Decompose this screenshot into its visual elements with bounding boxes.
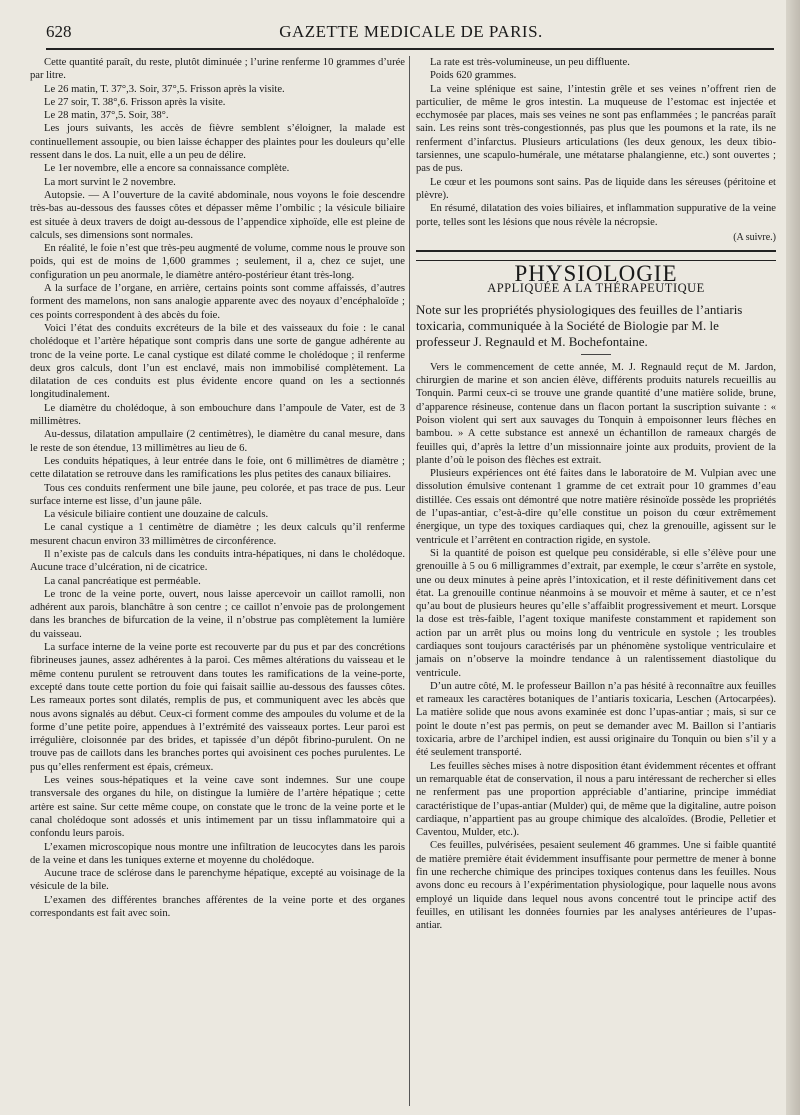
paragraph: La veine splénique est saine, l’intestin grêle et ses veines n’offrent rien de particulier, de même le gros intestin. La muqueuse de l’estomac est injectée et ecchymosée par places, mais ses veines ne sont pas enflammées ; le pancréas paraît sain. Les reins sont très-congestionnés, pas plus que les poumons et la rate, ils ne renferment d’infarctus. Plusieurs articulations (les deux genoux, les deux tibio-tarsiennes, une scapulo-humérale, une métatarse phalangienne, etc.) sont ouvertes ; pas de pus. bbox=[416, 83, 776, 175]
right-column-article-text bbox=[416, 361, 776, 933]
paragraph: La rate est très-volumineuse, un peu diffluente. bbox=[430, 57, 630, 68]
paragraph: En réalité, le foie n’est que très-peu augmenté de volume, comme nous le prouve son poids, qui est de moins de 1,600 grammes ; seulement, il a, chez ce sujet, une configuration un peu anormale, le diamètre antéro-postérieur étant très-long. bbox=[30, 243, 405, 281]
paragraph: Tous ces conduits renferment une bile jaune, peu colorée, et pas trace de pus. Leur surface interne est lisse, d’un jaune pâle. bbox=[30, 482, 405, 507]
paragraph: Le tronc de la veine porte, ouvert, nous laisse apercevoir un caillot ramolli, non adhérent aux parois, blanchâtre à son centre ; ce caillot n’envoie pas de prolongement dans les branches de bifurcation de la veine, il n’obstrue pas complètement la lumière du vaisseau. bbox=[30, 588, 405, 640]
section-title: PHYSIOLOGIE bbox=[514, 261, 678, 287]
paragraph: Au-dessus, dilatation ampullaire (2 centimètres), le diamètre du canal mesure, dans le reste de son étendue, 13 millimètres au lieu de 6. bbox=[30, 429, 405, 454]
journal-title: GAZETTE MEDICALE DE PARIS. bbox=[279, 22, 543, 41]
paragraph: Aucune trace de sclérose dans le parenchyme hépatique, excepté au voisinage de la vésicule de la bile. bbox=[30, 868, 405, 893]
paragraph: En résumé, dilatation des voies biliaires, et inflammation suppurative de la veine porte, telles sont les lésions que nous révèle la nécropsie. bbox=[416, 203, 776, 228]
paragraph: Le 26 matin, T. 37°,3. Soir, 37°,5. Frisson après la visite. bbox=[44, 83, 285, 95]
paragraph: Le 1er novembre, elle a encore sa connaissance complète. bbox=[44, 163, 290, 175]
paragraph: A la surface de l’organe, en arrière, certains points sont comme affaissés, d’autres forment des mamelons, non sans analogie apparente avec des noyaux d’encéphaloïde ; ces points correspondent à des abcès du foie. bbox=[30, 283, 405, 321]
column-divider bbox=[409, 56, 410, 1106]
paragraph: Poids 620 grammes. bbox=[430, 70, 517, 82]
paragraph: Autopsie. — A l’ouverture de la cavité abdominale, nous voyons le foie descendre très-bas au-dessous des fausses côtes et dépasser même l’ombilic ; la vésicule biliaire est située à deux travers de doigt au-dessous de l’appendice xiphoïde, elle est pleine de calculs, ses dimensions sont normales. bbox=[30, 189, 405, 241]
page-header bbox=[46, 22, 776, 44]
paragraph: Le cœur et les poumons sont sains. Pas de liquide dans les séreuses (péritoine et plèvre). bbox=[416, 176, 776, 201]
paragraph: Le canal cystique a 1 centimètre de diamètre ; les deux calculs qu’il renferme mesurent chacun environ 33 millimètres de circonférence. bbox=[30, 522, 405, 547]
left-column bbox=[30, 56, 405, 920]
title-separator bbox=[581, 354, 611, 355]
paragraph: La mort survint le 2 novembre. bbox=[44, 176, 176, 188]
page-edge-shadow bbox=[786, 0, 800, 1115]
paragraph: Les veines sous-hépatiques et la veine cave sont indemnes. Sur une coupe transversale des organes du hile, on distingue la lumière de l’artère hépatique ; cette artère est saine. Sur cette même coupe, on constate que le tronc de la veine porte et le canal cholédoque sont adossés et unis intimement par un tissu inflammatoire qui a confondu leurs parois. bbox=[30, 775, 405, 840]
paragraph: Plusieurs expériences ont été faites dans le laboratoire de M. Vulpian avec une dissolution émulsive contenant 1 gramme de cet extrait pour 10 grammes d’eau distillée. Ces essais ont démontré que notre matière résinoïde possède les propriétés de l’upas-antiar, c’est-à-dire qu’elle constitue un poison du cœur extrêmement énergique, un type des toxiques cardiaques qui, chez la grenouille, agissent sur le ventricule et l’arrêtent en contraction rigide, en systole. bbox=[416, 468, 776, 546]
paragraph: Vers le commencement de cette année, M. J. Regnauld reçut de M. Jardon, chirurgien de marine et son ancien élève, différents produits naturels recueillis au Tonquin. Parmi ceux-ci se trouve une grande quantité d’une matière solide, brune, d’apparence résineuse, contenue dans un flacon portant la suscription suivante : « Poison violent qui sert aux sauvages du Tonquin à empoisonner leurs flèches en bambou. » A cette substance est annexé un échantillon de rameaux chargés de feuilles qui, d’après la lettre d’un missionnaire jointe aux produits, provient de la plante d’où le poison des flèches est extrait. bbox=[416, 361, 776, 466]
right-column bbox=[416, 56, 776, 933]
paragraph: Les jours suivants, les accès de fièvre semblent s’éloigner, la malade est continuellement assoupie, ou bien laisse échapper des plaintes pour les douleurs qu’elle ressent dans le dos. La nuit, elle a un peu de délire. bbox=[30, 123, 405, 162]
page-number: 628 bbox=[46, 22, 72, 41]
section-rule bbox=[416, 250, 776, 252]
paragraph: Les feuilles sèches mises à notre disposition étant évidemment récentes et offrant un remarquable état de conservation, il nous a paru intéressant de rechercher si elles ne renferment pas une proportion appréciable d’antiarine, principe immédiat caractéristique de l’upas-antiar (Mulder) qui, de même que la digitaline, autre poison cardiaque, n’appartient pas au groupe chimique des alcaloïdes. (Brodie, Pelletier et Caventou, Mulder, etc.). bbox=[416, 760, 776, 839]
paragraph: L’examen microscopique nous montre une infiltration de leucocytes dans les parois de la veine et dans les tuniques externe et moyenne du cholédoque. bbox=[30, 841, 405, 866]
paragraph: Le 28 matin, 37°,5. Soir, 38°. bbox=[44, 110, 169, 122]
paragraph: Le diamètre du cholédoque, à son embouchure dans l’ampoule de Vater, est de 3 millimètres. bbox=[30, 402, 405, 428]
paragraph: La vésicule biliaire contient une douzaine de calculs. bbox=[44, 509, 269, 521]
paragraph: Cette quantité paraît, du reste, plutôt diminuée ; l’urine renferme 10 grammes d’urée par litre. bbox=[30, 57, 405, 82]
paragraph: La surface interne de la veine porte est recouverte par du pus et par des concrétions fibrineuses jaunes, assez adhérentes à la paroi. Ces mêmes altérations du vaisseau et le même contenu purulent se retrouvent dans toutes les ramifications de la veine-porte, excepté dans toute cette portion du foie qui faisait saillie au-dessous des fausses côtes. Les rameaux portes sont dilatés, remplis de pus, et communiquent avec les abcès que nous avons signalés au début. Ceux-ci forment comme des ampoules du volume et de la forme d’une petite poire, appendues à l’extrémité des vaisseaux portes. Leur paroi est irrégulière, cloisonnée par des brides, et tapissée d’un dépôt fibrino-purulent. On ne trouve pas de caillots dans les branches portes qui avoisinent ces poches purulentes. Le pus qu’elles renferment est épais, crémeux. bbox=[30, 642, 405, 773]
to-be-continued: (A suivre.) bbox=[733, 231, 776, 243]
section-subtitle: APPLIQUÉE A LA THÉRAPEUTIQUE bbox=[487, 281, 705, 296]
header-rule bbox=[46, 48, 774, 50]
note-title: Note sur les propriétés physiologiques des feuilles de l’antiaris toxicaria, communiquée à la Société de Biologie par M. le professeur J. Regnauld et M. Bochefontaine. bbox=[416, 301, 743, 349]
paragraph: Le 27 soir, T. 38°,6. Frisson après la visite. bbox=[44, 96, 226, 108]
paragraph: Il n’existe pas de calculs dans les conduits intra-hépatiques, ni dans le cholédoque. Aucune trace d’ulcération, ni de cicatrice. bbox=[30, 548, 405, 574]
right-column-case-text bbox=[416, 56, 776, 229]
paragraph: La canal pancréatique est perméable. bbox=[44, 575, 201, 587]
paragraph: Les conduits hépatiques, à leur entrée dans le foie, ont 6 millimètres de diamètre ; cette dilatation se retrouve dans les ramifications les plus petites des canaux biliaires. bbox=[30, 455, 405, 481]
paragraph: Si la quantité de poison est quelque peu considérable, si elle s’élève pour une grenouille à 5 ou 6 milligrammes d’extrait, par exemple, le cœur s’arrête en systole, une ou deux minutes à peine après l’intoxication, et il reste définitivement dans cet état. La grenouille continue néanmoins à se mouvoir et même à sauter, et ce n’est qu’au bout de plusieurs heures qu’elle s’affaiblit progressivement et meurt. Lorsque la dose est très-faible, l’agent toxique manifeste constamment et rapidement son action par un arrêt plus ou moins long du ventricule en systole ; les troubles cardiaques sont toujours caractérisés par un phénomène systolique ventriculaire et jamais on n’observe la moindre tendance à un ralentissement diastolique du ventricule. bbox=[416, 547, 776, 679]
paragraph: D’un autre côté, M. le professeur Baillon n’a pas hésité à reconnaître aux feuilles et rameaux les caractères botaniques de l’antiaris toxicaria, Leschen (Artocarpées). La matière solide que nous avons examinée est donc l’upas-antiar ; mais, si sur ce point le doute n’est pas permis, on peut se demander avec M. Baillon si l’antiaris toxicaria, arbre de l’archipel indien, est aussi originaire du Tonquin ou bien s’il y a été seulement transporté. bbox=[416, 680, 776, 759]
paragraph: Voici l’état des conduits excréteurs de la bile et des vaisseaux du foie : le canal cholédoque et l’artère hépatique sont compris dans une sorte de gangue adhérente au tronc de la veine porte. Le canal cystique est dilaté comme le cholédoque ; il renferme deux gros calculs, dont l’un est enclavé, mais non immobilisé complètement. La dilatation de ces conduits est plus évidente encore quand on les a sectionnés longitudinalement. bbox=[30, 322, 405, 401]
paragraph: Ces feuilles, pulvérisées, pesaient seulement 46 grammes. Une si faible quantité de matière première était évidemment insuffisante pour permettre de mener à bonne fin une recherche chimique des principes toxiques contenus dans les feuilles. Nous avons donc eu recours à l’expérimentation physiologique, pour laquelle nous avons employé un liquide dans lequel nous avons concentré tout le principe actif des feuilles, en utilisant les données fournies par les analyses antérieures de l’upas-antiar. bbox=[416, 840, 776, 932]
paragraph: L’examen des différentes branches afférentes de la veine porte et des organes correspondants est fait avec soin. bbox=[30, 894, 405, 919]
